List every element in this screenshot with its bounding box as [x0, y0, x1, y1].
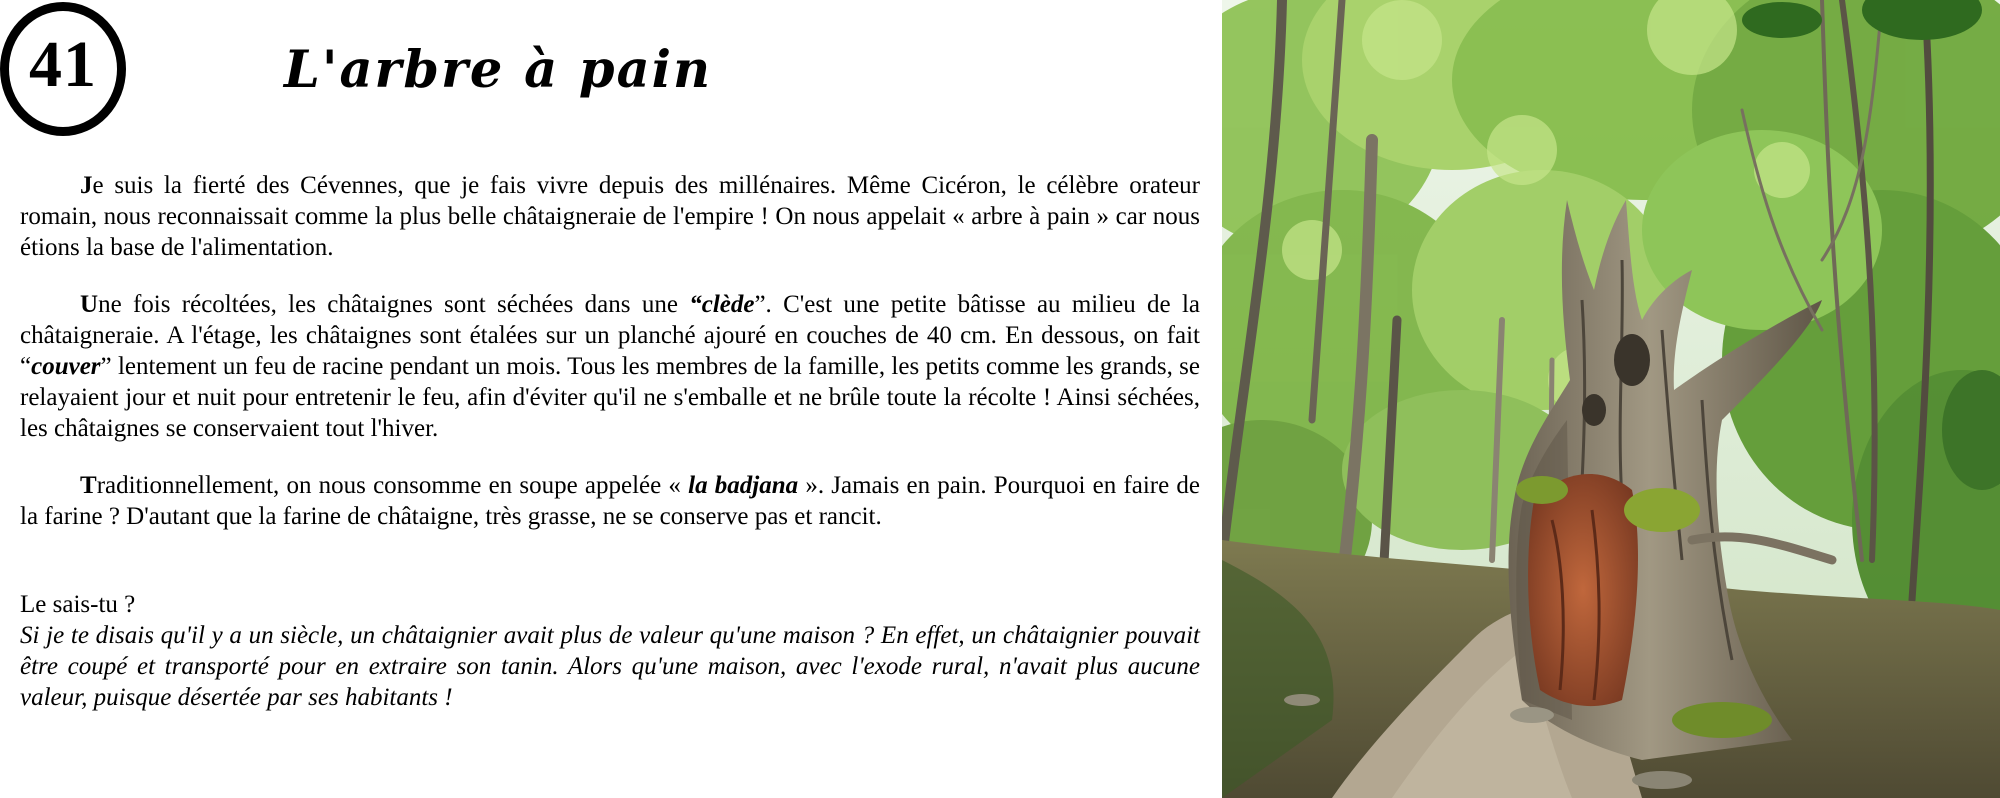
did-you-know-heading: Le sais-tu ?: [20, 591, 136, 618]
paragraph-text: ne fois récoltées, les châtaignes sont séchées dans une: [98, 291, 690, 318]
drop-initial: T: [80, 472, 97, 499]
paragraph-3: [20, 470, 1200, 532]
term-couver: couver: [31, 353, 101, 380]
article-body: [20, 170, 1200, 558]
paragraph-text: ». Jamais en pain. Pourquoi en faire de la farine ? D'autant que la farine de châtaigne, très grasse, ne se conserve pas et rancit.: [20, 472, 1201, 530]
page-number-badge: [0, 2, 126, 136]
paragraph-text: e suis la fierté des Cévennes, que je fais vivre depuis des millénaires. Même Cicéron, le célèbre orateur romain, nous reconnaissait comme la plus belle châtaigneraie de l'empire ! On nous appelait « arbre à pain » car nous étions la base de l'alimentation.: [20, 172, 1200, 261]
page-title: L'arbre à pain: [284, 40, 713, 100]
page-number: 41: [29, 28, 97, 101]
paragraph-text: ”. C'est une petite bâtisse au milieu de la châtaigneraie. A l'étage, les châtaignes sont étalées sur un planché ajouré en couches de 40 cm. En dessous, on fait “: [20, 291, 1200, 380]
paragraph-1: [20, 170, 1200, 263]
drop-initial: J: [80, 172, 93, 199]
did-you-know-text: Si je te disais qu'il y a un siècle, un châtaignier avait plus de valeur qu'une maison ? En effet, un châtaignier pouvait être coupé et transporté pour en extraire son tanin. Alors qu'une maison, avec l'exode rural, n'avait plus aucune valeur, puisque désertée par ses habitants !: [20, 622, 1200, 711]
drop-initial: U: [80, 291, 99, 318]
paragraph-text: raditionnellement, on nous consomme en soupe appelée «: [96, 472, 689, 499]
forest-illustration: [1222, 0, 2000, 798]
did-you-know: [20, 589, 1200, 713]
term-clede: “clède: [689, 291, 755, 318]
chestnut-tree-photo: [1222, 0, 2000, 798]
term-badjana: la badjana: [688, 472, 799, 499]
paragraph-2: [20, 289, 1200, 444]
paragraph-text: ” lentement un feu de racine pendant un mois. Tous les membres de la famille, les petits comme les grands, se relayaient jour et nuit pour entretenir le feu, afin d'éviter qu'il ne s'emballe et ne brûle toute la récolte ! Ainsi séchées, les châtaignes se conservaient tout l'hiver.: [20, 353, 1200, 442]
heartwood: [1528, 474, 1638, 706]
